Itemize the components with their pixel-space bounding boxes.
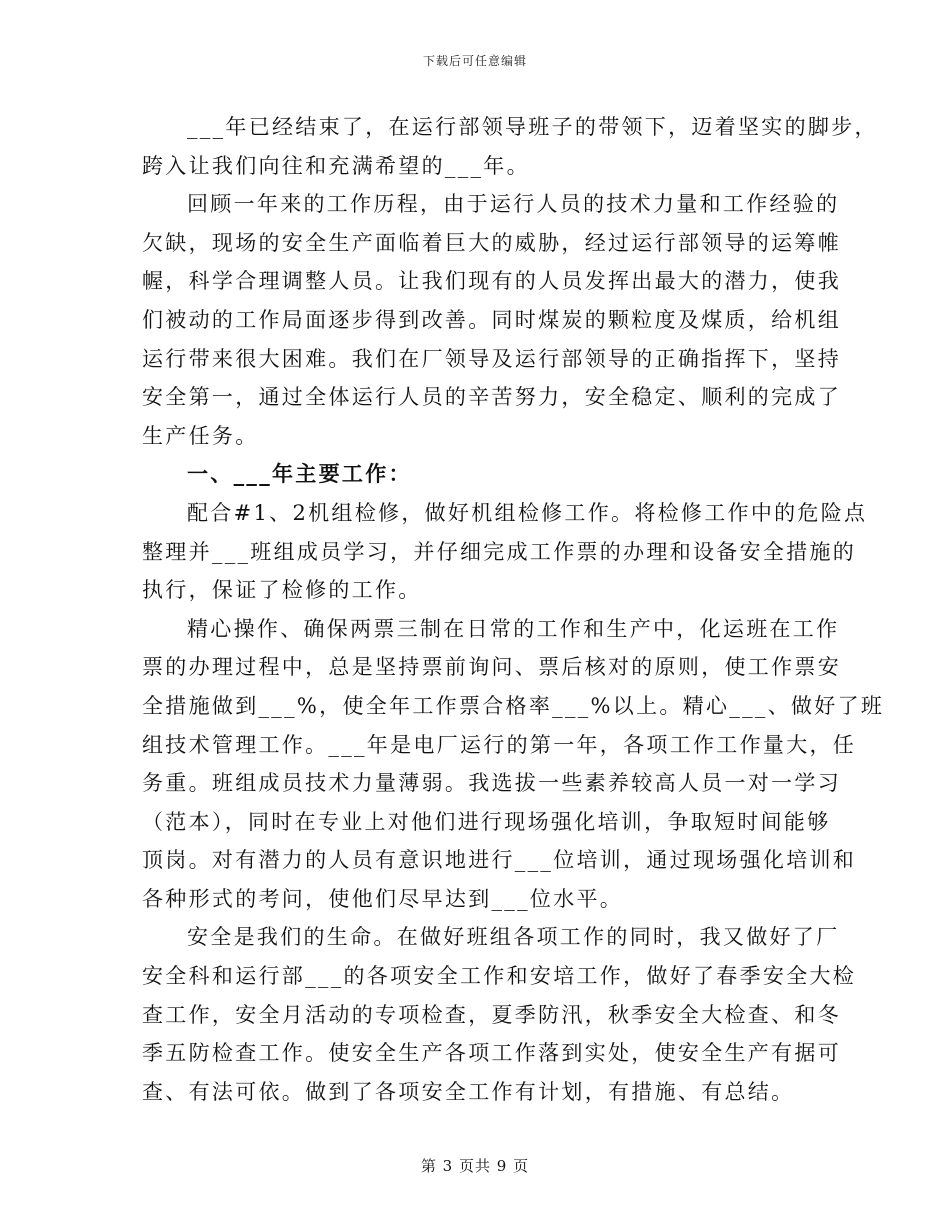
section-heading [142, 455, 812, 494]
text-line: 安全科和运行部___的各项安全工作和安培工作，做好了春季安全大检 [142, 964, 857, 989]
text-line: 票的办理过程中，总是坚持票前询问、票后核对的原则，使工作票安 [142, 655, 841, 680]
text-line: 回顾一年来的工作历程，由于运行人员的技术力量和工作经验的 [187, 192, 840, 217]
text-line: 季五防检查工作。使安全生产各项工作落到实处，使安全生产有据可 [142, 1041, 841, 1066]
text-line: ___年已经结束了，在运行部领导班子的带领下，迈着坚实的脚步， [187, 115, 878, 139]
text-line: 执行，保证了检修的工作。 [142, 578, 422, 603]
paragraph-maintenance [142, 494, 868, 610]
document-body [142, 108, 885, 1111]
text-line: 全措施做到___%，使全年工作票合格率___%以上。精心___、做好了班 [142, 693, 885, 718]
text-line: （范本），同时在专业上对他们进行现场强化培训，争取短时间能够 [142, 809, 831, 834]
text-line: 精心操作、确保两票三制在日常的工作和生产中，化运班在工作 [187, 616, 840, 641]
text-line: 安全是我们的生命。在做好班组各项工作的同时，我又做好了厂 [187, 925, 840, 950]
text-line: 运行带来很大困难。我们在厂领导及运行部领导的正确指挥下，坚持 [142, 346, 841, 371]
text-line: 们被动的工作局面逐步得到改善。同时煤炭的颗粒度及煤质，给机组 [142, 307, 841, 332]
text-line: 务重。班组成员技术力量薄弱。我选拔一些素养较高人员一对一学习 [142, 771, 841, 796]
text-line: 生产任务。 [142, 423, 259, 448]
section-heading-text: 一、___年主要工作： [187, 462, 412, 487]
paragraph-operations [142, 610, 885, 919]
text-line: 顶岗。对有潜力的人员有意识地进行___位培训，通过现场强化培训和 [142, 848, 857, 873]
text-line: 安全第一，通过全体运行人员的辛苦努力，安全稳定、顺利的完成了 [142, 385, 841, 410]
text-line: 跨入让我们向往和充满希望的___年。 [142, 153, 530, 178]
text-line: 各种形式的考问，使他们尽早达到___位水平。 [142, 886, 624, 911]
page-header-note: 下载后可任意编辑 [422, 54, 527, 68]
text-line: 查工作，安全月活动的专项检查，夏季防汛，秋季安全大检查、和冬 [142, 1002, 841, 1027]
text-line: 配合#1、2机组检修，做好机组检修工作。将检修工作中的危险点 [187, 500, 868, 525]
text-line: 幄，科学合理调整人员。让我们现有的人员发挥出最大的潜力，使我 [142, 269, 841, 294]
text-line: 查、有法可依。做到了各项安全工作有计划，有措施、有总结。 [142, 1079, 795, 1104]
text-line: 组技术管理工作。___年是电厂运行的第一年，各项工作工作量大，任 [142, 732, 857, 757]
page-number-footer: 第 3 页共 9 页 [420, 1157, 530, 1175]
text-line: 欠缺，现场的安全生产面临着巨大的威胁，经过运行部领导的运筹帷 [142, 230, 841, 255]
text-line: 整理并___班组成员学习，并仔细完成工作票的办理和设备安全措施的 [142, 539, 857, 564]
paragraph-intro [142, 108, 878, 185]
paragraph-safety [142, 918, 857, 1111]
paragraph-review [142, 185, 841, 455]
